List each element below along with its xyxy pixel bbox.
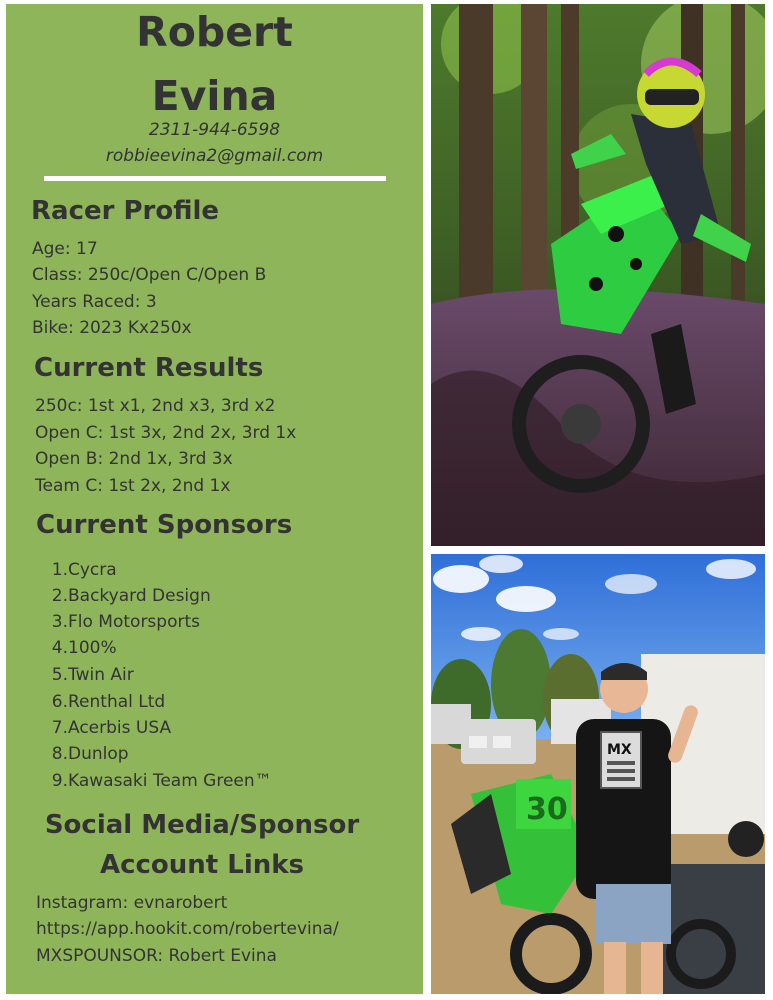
mxsponsor-link[interactable]: MXSPOUNSOR: Robert Evina	[36, 946, 277, 966]
profile-line: Bike: 2023 Kx250x	[32, 318, 192, 338]
result-line: Open C: 1st 3x, 2nd 2x, 3rd 1x	[35, 423, 297, 443]
profile-line: Age: 17	[32, 239, 98, 259]
last-name: Evina	[151, 72, 278, 120]
email-address: robbieevina2@gmail.com	[105, 146, 324, 166]
sponsor-item: 1.Cycra	[51, 560, 117, 580]
racer-profile-heading: Racer Profile	[31, 196, 220, 226]
sponsor-item: 7.Acerbis USA	[51, 718, 172, 738]
result-line: Team C: 1st 2x, 2nd 1x	[35, 476, 231, 496]
sponsor-item: 2.Backyard Design	[51, 586, 211, 606]
rider-woods-photo	[431, 4, 765, 546]
first-name: Robert	[136, 8, 293, 56]
phone-number: 2311-944-6598	[148, 120, 281, 140]
sponsor-item: 4.100%	[51, 638, 117, 658]
social-heading-line1: Social Media/Sponsor	[44, 810, 360, 840]
plaque-label: MX	[607, 742, 632, 758]
hookit-link[interactable]: https://app.hookit.com/robertevina/	[36, 919, 339, 939]
divider	[44, 176, 386, 181]
sponsor-item: 5.Twin Air	[51, 665, 134, 685]
social-heading-line2: Account Links	[99, 850, 305, 880]
rider-plaque-photo	[431, 554, 765, 994]
plate-number: 30	[526, 792, 568, 827]
sponsor-item: 8.Dunlop	[51, 744, 129, 764]
sponsor-item: 6.Renthal Ltd	[51, 692, 166, 712]
sponsor-item: 3.Flo Motorsports	[51, 612, 200, 632]
result-line: Open B: 2nd 1x, 3rd 3x	[35, 449, 233, 469]
profile-line: Class: 250c/Open C/Open B	[32, 265, 267, 285]
current-results-heading: Current Results	[34, 353, 264, 383]
current-sponsors-heading: Current Sponsors	[36, 510, 293, 540]
profile-panel	[6, 4, 423, 994]
sponsor-item: 9.Kawasaki Team Green™	[51, 771, 272, 791]
profile-line: Years Raced: 3	[32, 292, 157, 312]
instagram-link[interactable]: Instagram: evnarobert	[36, 893, 228, 913]
result-line: 250c: 1st x1, 2nd x3, 3rd x2	[35, 396, 276, 416]
